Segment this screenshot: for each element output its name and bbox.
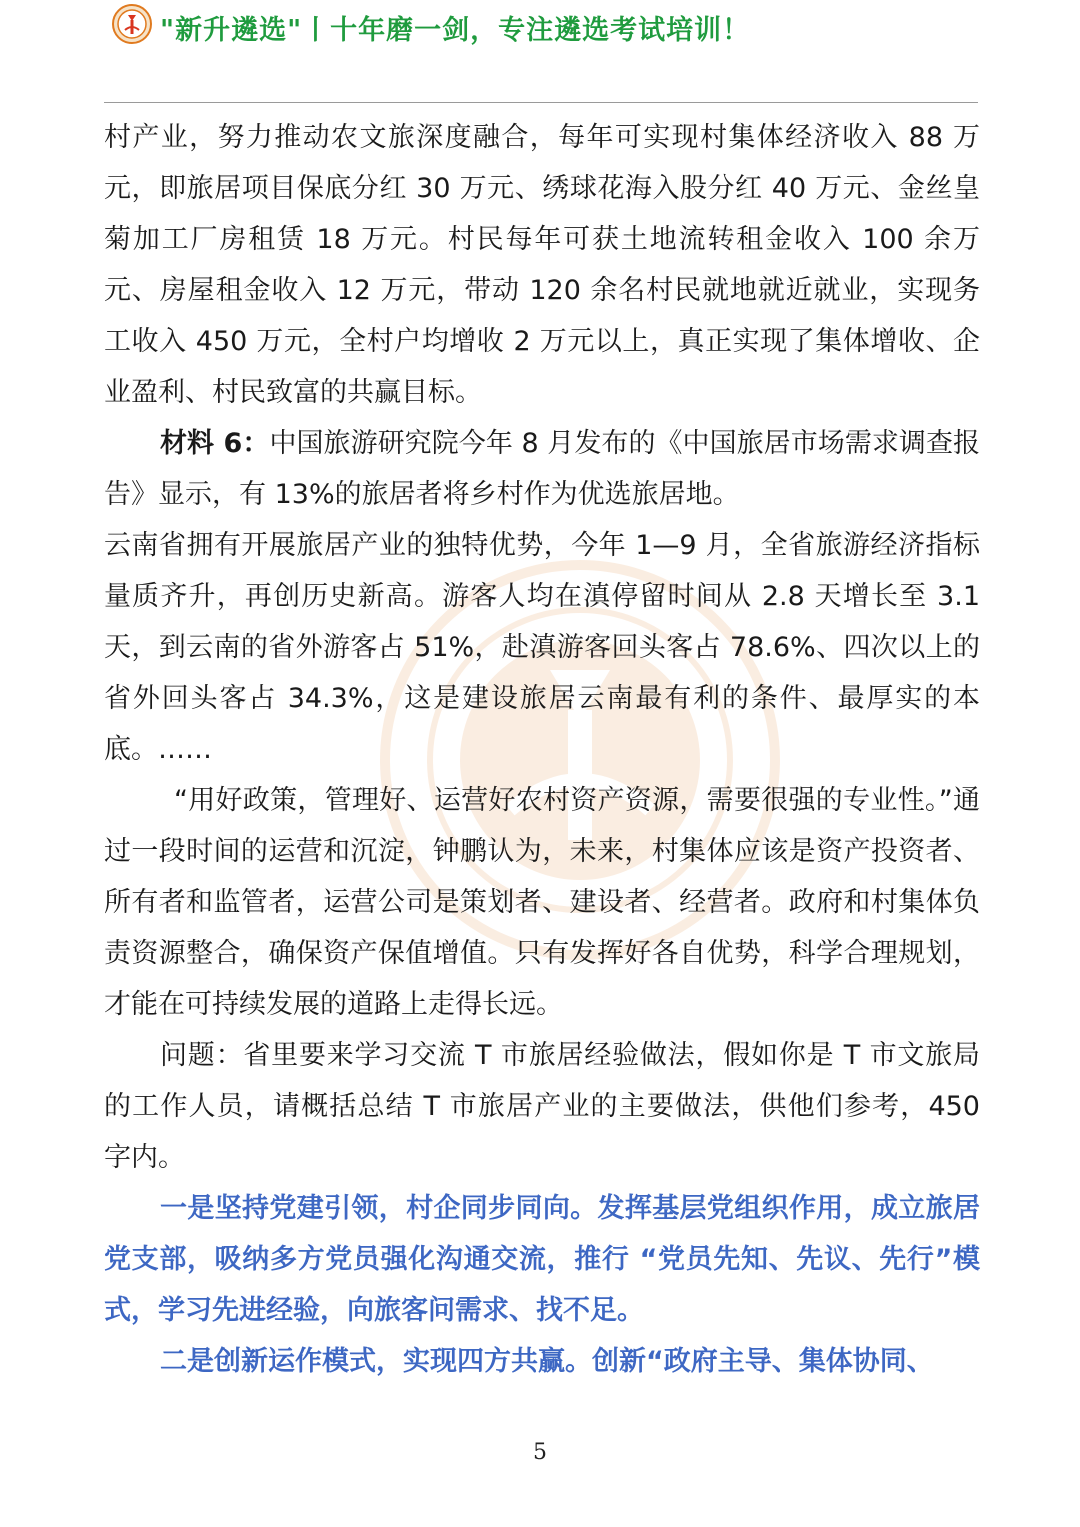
paragraph-question: 问题：省里要来学习交流 T 市旅居经验做法，假如你是 T 市文旅局的工作人员，请概括总结 T 市旅居产业的主要做法，供他们参考，450 字内。 — [104, 1040, 980, 1173]
logo-icon — [112, 4, 152, 44]
page-header — [104, 52, 978, 103]
paragraph-yunnan: 云南省拥有开展旅居产业的独特优势，今年 1—9 月，全省旅游经济指标量质齐升，再创历史新高。游客人均在滇停留时间从 2.8 天增长至 3.1 天，到云南的省外游客占 51%，赴滇游客回头客占 78.6%、四次以上的省外回头客占 34.3%，这是建设旅居云南最有利的条件、最厚实的本底。…… — [104, 530, 980, 765]
page-number: 5 — [533, 1440, 547, 1465]
answer-point-1: 一是坚持党建引领，村企同步同向。发挥基层党组织作用，成立旅居党支部，吸纳多方党员强化沟通交流，推行 “党员先知、先议、先行”模式，学习先进经验，向旅客问需求、找不足。 — [104, 1193, 980, 1326]
paragraph-quote: “用好政策，管理好、运营好农村资产资源，需要很强的专业性。”通过一段时间的运营和沉淀，钟鹏认为，未来，村集体应该是资产投资者、所有者和监管者，运营公司是策划者、建设者、经营者。政府和村集体负责资源整合，确保资产保值增值。只有发挥好各自优势，科学合理规划，才能在可持续发展的道路上走得长远。 — [104, 785, 980, 1020]
paragraph-material5-end: 村产业，努力推动农文旅深度融合，每年可实现村集体经济收入 88 万元，即旅居项目保底分红 30 万元、绣球花海入股分红 40 万元、金丝皇菊加工厂房租赁 18 万元。村民每年可获土地流转租金收入 100 余万元、房屋租金收入 12 万元，带动 120 余名村民就地就近就业，实现务工收入 450 万元，全村户均增收 2 万元以上，真正实现了集体增收、企业盈利、村民致富的共赢目标。 — [104, 122, 980, 408]
document-body — [104, 112, 980, 1387]
answer-point-2: 二是创新运作模式，实现四方共赢。创新“政府主导、集体协同、 — [160, 1346, 934, 1377]
material6-label: 材料 6： — [160, 428, 270, 459]
paragraph-material6 — [104, 418, 980, 520]
material6-text: 中国旅游研究院今年 8 月发布的《中国旅居市场需求调查报告》显示，有 13%的旅居者将乡村作为优选旅居地。 — [104, 428, 981, 510]
header-slogan: "新升遴选"丨十年磨一剑，专注遴选考试培训！ — [160, 15, 751, 46]
